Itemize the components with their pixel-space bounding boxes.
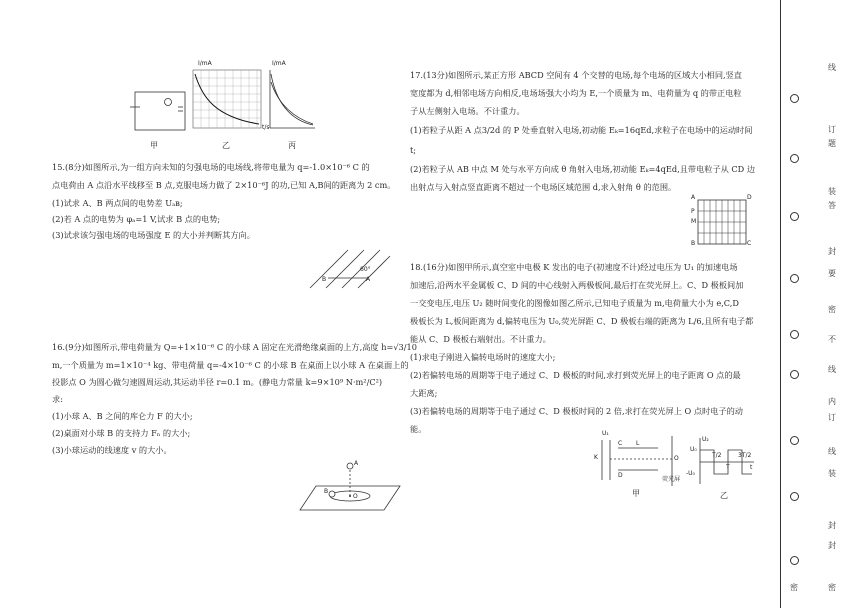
q18-label-u0: U₀ — [690, 446, 697, 453]
q18-label-t-3half: 3T/2 — [738, 452, 752, 459]
q18-line-4: 极板长为 L,板间距离为 d,偏转电压为 U₀,荧光屏距 C、D 极板右端的距离为 L/6,且所有电子都 — [410, 316, 754, 326]
q15-label-b: B — [322, 276, 327, 283]
q15-label-angle: 60° — [360, 266, 371, 273]
binding-margin-rule — [780, 0, 781, 608]
margin-circle-4 — [790, 274, 799, 283]
q18-label-o: O — [674, 455, 679, 462]
q16-line-6: (2)桌面对小球 B 的支持力 Fₙ 的大小; — [52, 428, 191, 438]
q17-line-2: 宽度都为 d,相邻电场方向相反,电场场强大小均为 E,一个质量为 m、电荷量为 q 的带正电粒 — [410, 88, 742, 98]
q16-table-diagram — [296, 460, 406, 512]
q18-line-7: (2)若偏转电场的周期等于电子通过 C、D 极板的时间,求打到荧光屏上的电子距离 O 点的最 — [410, 370, 741, 380]
q18-line-6: (1)求电子刚进入偏转电场时的速度大小; — [410, 352, 556, 362]
margin-char-16: 封 — [828, 541, 836, 550]
margin-circle-5 — [790, 330, 799, 339]
q15-line-4: (2)若 A 点的电势为 φₐ=1 V,试求 B 点的电势; — [52, 214, 221, 224]
q15-line-1: 15.(8分)如图所示,为一组方向未知的匀强电场的电场线,将带电量为 q=-1.0×10⁻⁶ C 的 — [52, 162, 370, 172]
q14-figure-group — [120, 62, 330, 152]
q15-line-2: 点电荷由 A 点沿水平线移至 B 点,克服电场力做了 2×10⁻⁶J 的功,已知 A,B间的距离为 2 cm。 — [52, 180, 396, 190]
q18-apparatus-diagram — [592, 430, 682, 500]
margin-char-3: 题 — [828, 139, 836, 148]
q18-voltage-graph — [686, 436, 756, 500]
q17-square-field-diagram — [690, 194, 754, 250]
q18-label-l: L — [636, 440, 640, 447]
q14-figures-svg — [120, 62, 330, 152]
margin-circle-6 — [790, 370, 799, 379]
margin-circle-3 — [790, 212, 799, 221]
graph-unit-label-2: I/mA — [272, 60, 286, 67]
q16-line-5: (1)小球 A、B 之间的库仑力 F 的大小; — [52, 411, 193, 421]
figure-label-bing: 丙 — [288, 141, 296, 150]
q18-voltage-svg — [690, 436, 756, 488]
q16-label-o: O — [353, 493, 358, 500]
margin-char-8: 密 — [828, 305, 836, 314]
q18-line-3: 一交变电压,电压 U₂ 随时间变化的图像如图乙所示,已知电子质量为 m,电荷量大小为 e,C,D — [410, 298, 739, 308]
graph-unit-label: I/mA — [198, 60, 212, 67]
q16-label-b: B — [324, 488, 329, 495]
q16-line-4: 求: — [52, 394, 63, 404]
margin-char-5: 答 — [828, 201, 836, 210]
q18-label-jia: 甲 — [632, 489, 640, 498]
q18-line-1: 18.(16分)如图甲所示,真空室中电极 K 发出的电子(初速度不计)经过电压为 U₁ 的加速电场 — [410, 262, 738, 272]
figure-label-yi: 乙 — [222, 141, 230, 150]
q17-line-5: t; — [410, 145, 417, 155]
q16-line-3: 投影点 O 为圆心做匀速圆周运动,其运动半径 r=0.1 m。(静电力常量 k=9×10⁹ N·m²/C²) — [52, 377, 383, 387]
margin-char-2: 订 — [828, 125, 836, 134]
q17-line-3: 子从左侧射入电场。不计重力。 — [410, 106, 525, 116]
margin-char-4: 装 — [828, 187, 836, 196]
q17-label-c: C — [747, 240, 752, 247]
margin-circle-8 — [790, 492, 799, 501]
margin-char-9: 不 — [828, 335, 836, 344]
q17-label-p: P — [691, 208, 695, 215]
q18-label-t-full: T — [726, 464, 730, 471]
q15-label-a: A — [366, 276, 371, 283]
q18-label-k: K — [594, 454, 598, 461]
q18-label-screen: 荧光屏 — [662, 476, 681, 483]
q17-line-4: (1)若粒子从距 A 点3/2d 的 P 处垂直射入电场,初动能 Eₖ=16qEd,求粒子在电场中的运动时间 — [410, 125, 753, 135]
margin-circle-2 — [790, 154, 799, 163]
margin-char-7: 要 — [828, 269, 836, 278]
q18-label-u1: U₁ — [602, 430, 609, 437]
margin-char-6: 封 — [828, 247, 836, 256]
q15-line-3: (1)试求 A、B 两点间的电势差 Uₐʙ; — [52, 198, 183, 208]
q18-label-t-axis: t — [750, 464, 753, 471]
q15-field-lines-svg — [308, 248, 392, 290]
margin-char-10: 线 — [828, 365, 836, 374]
q18-label-d: D — [618, 472, 623, 479]
q18-label-c: C — [618, 440, 623, 447]
q16-line-1: 16.(9分)如图所示,带电荷量为 Q=+1×10⁻⁶ C 的小球 A 固定在光滑绝缘桌面的上方,高度 h=√3/10 — [52, 342, 417, 352]
margin-circle-7 — [790, 436, 799, 445]
q18-label-t-half: T/2 — [712, 452, 722, 459]
margin-char-18: 密 — [828, 583, 836, 592]
q16-label-a: A — [354, 460, 359, 467]
q16-table-svg — [296, 460, 406, 512]
q17-label-m: M — [691, 218, 697, 225]
q18-label-yi: 乙 — [720, 491, 728, 500]
binding-margin — [784, 0, 860, 608]
q18-line-8: 大距离; — [410, 388, 438, 398]
margin-char-1: 线 — [828, 63, 836, 72]
margin-char-12: 订 — [828, 413, 836, 422]
margin-char-17: 密 — [790, 583, 798, 592]
q17-label-b: B — [691, 240, 696, 247]
q16-line-2: m,一个质量为 m=1×10⁻⁴ kg、带电荷量 q=-4×10⁻⁶ C 的小球 B 在桌面上以小球 A 在桌面上的 — [52, 360, 409, 370]
figure-label-jia: 甲 — [150, 141, 158, 150]
q17-line-6: (2)若粒子从 AB 中点 M 处与水平方向成 θ 角射入电场,初动能 Eₖ=4qEd,且带电粒子从 CD 边 — [410, 164, 756, 174]
q16-line-7: (3)小球运动的线速度 v 的大小。 — [52, 445, 172, 455]
q15-line-5: (3)试求该匀强电场的电场强度 E 的大小并判断其方向。 — [52, 230, 255, 240]
q17-square-svg — [690, 194, 754, 250]
graph-t-axis-label: t/s — [262, 124, 270, 131]
margin-circle-1 — [790, 94, 799, 103]
margin-char-15: 封 — [828, 521, 836, 530]
q18-line-2: 加速后,沿两水平金属板 C、D 间的中心线射入两极板间,最后打在荧光屏上。C、D 极板间加 — [410, 280, 744, 290]
margin-circle-9 — [790, 556, 799, 565]
q17-line-1: 17.(13分)如图所示,某正方形 ABCD 空间有 4 个交替的电场,每个电场的区域大小相同,竖直 — [410, 70, 742, 80]
margin-char-13: 线 — [828, 447, 836, 456]
q17-label-a: A — [691, 194, 696, 201]
q18-line-5: 能从 C、D 极板右端射出。不计重力。 — [410, 334, 551, 344]
q18-label-u2: U₂ — [702, 436, 709, 443]
q17-label-d: D — [747, 194, 752, 201]
margin-char-14: 装 — [828, 469, 836, 478]
margin-char-11: 内 — [828, 397, 836, 406]
q18-line-9: (3)若偏转电场的周期等于电子通过 C、D 极板时间的 2 倍,求打在荧光屏上 O 点时电子的动 — [410, 406, 743, 416]
q18-line-10: 能。 — [410, 424, 427, 434]
q17-line-7: 出射点与入射点竖直距离不超过一个电场区域范围 d,求入射角 θ 的范围。 — [410, 182, 677, 192]
q18-label-neg-u0: -U₀ — [686, 470, 695, 477]
q15-field-diagram — [308, 248, 392, 290]
